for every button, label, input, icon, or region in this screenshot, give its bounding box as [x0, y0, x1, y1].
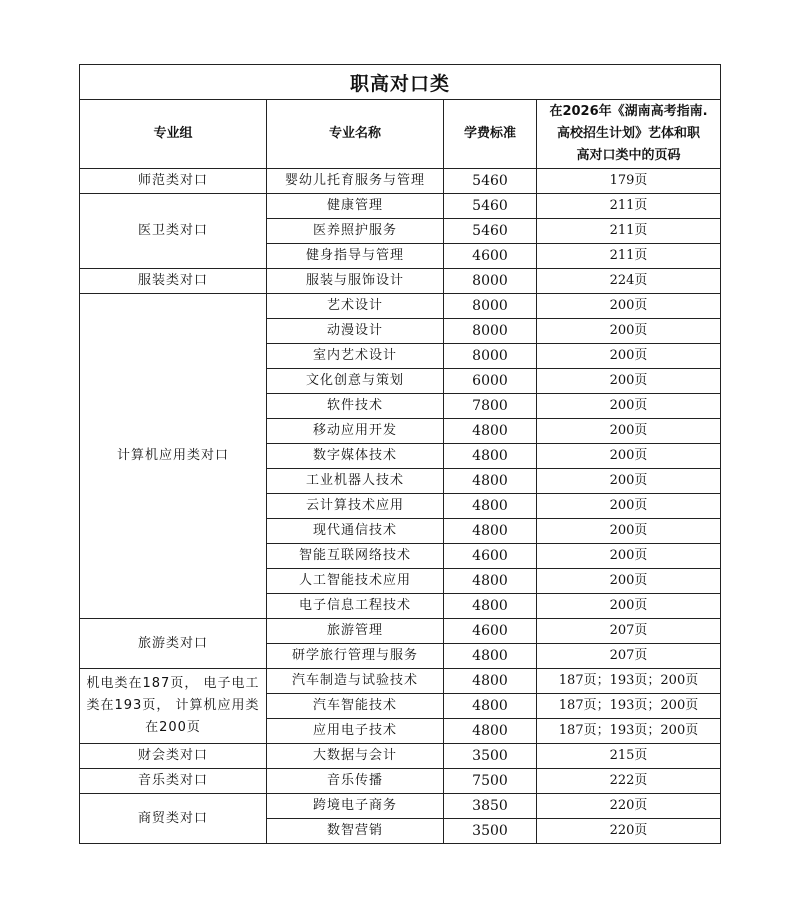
group-name-cell: 商贸类对口 [80, 794, 267, 844]
group-name-cell: 音乐类对口 [80, 769, 267, 794]
table-row [80, 794, 721, 819]
tuition-fee-cell: 4800 [444, 669, 537, 694]
header-group: 专业组 [80, 100, 267, 169]
table-row [80, 269, 721, 294]
tuition-fee-cell: 4800 [444, 594, 537, 619]
group-name-cell: 机电类在187页， 电子电工类在193页， 计算机应用类在200页 [80, 669, 267, 744]
tuition-fee-cell: 8000 [444, 319, 537, 344]
page-number-cell: 200页 [537, 369, 721, 394]
page-number-cell: 220页 [537, 819, 721, 844]
tuition-fee-cell: 4800 [444, 719, 537, 744]
major-name-cell: 健身指导与管理 [267, 244, 444, 269]
tuition-fee-cell: 4800 [444, 494, 537, 519]
group-name-cell: 医卫类对口 [80, 194, 267, 269]
page-number-cell: 200页 [537, 294, 721, 319]
major-name-cell: 现代通信技术 [267, 519, 444, 544]
page-number-cell: 200页 [537, 444, 721, 469]
tuition-fee-cell: 4800 [444, 444, 537, 469]
page-number-cell: 200页 [537, 519, 721, 544]
major-name-cell: 动漫设计 [267, 319, 444, 344]
major-name-cell: 汽车智能技术 [267, 694, 444, 719]
major-name-cell: 服装与服饰设计 [267, 269, 444, 294]
tuition-fee-cell: 4800 [444, 644, 537, 669]
tuition-fee-cell: 6000 [444, 369, 537, 394]
major-name-cell: 医养照护服务 [267, 219, 444, 244]
page-number-cell: 187页；193页；200页 [537, 669, 721, 694]
page-number-cell: 200页 [537, 419, 721, 444]
table-row [80, 769, 721, 794]
group-name-cell: 财会类对口 [80, 744, 267, 769]
table-row [80, 294, 721, 319]
major-name-cell: 大数据与会计 [267, 744, 444, 769]
tuition-fee-cell: 8000 [444, 269, 537, 294]
table-body [80, 169, 721, 844]
tuition-fee-cell: 5460 [444, 219, 537, 244]
major-name-cell: 人工智能技术应用 [267, 569, 444, 594]
table-row [80, 169, 721, 194]
header-page: 在2026年《湖南高考指南. 高校招生计划》艺体和职 高对口类中的页码 [537, 100, 721, 169]
tuition-fee-cell: 4800 [444, 469, 537, 494]
enrollment-table [79, 64, 721, 844]
page-number-cell: 200页 [537, 544, 721, 569]
tuition-fee-cell: 8000 [444, 294, 537, 319]
tuition-fee-cell: 5460 [444, 194, 537, 219]
page-number-cell: 200页 [537, 394, 721, 419]
header-major: 专业名称 [267, 100, 444, 169]
tuition-fee-cell: 3500 [444, 819, 537, 844]
tuition-fee-cell: 4800 [444, 694, 537, 719]
page-number-cell: 215页 [537, 744, 721, 769]
major-name-cell: 移动应用开发 [267, 419, 444, 444]
group-name-cell: 师范类对口 [80, 169, 267, 194]
tuition-fee-cell: 4800 [444, 569, 537, 594]
page-number-cell: 200页 [537, 494, 721, 519]
page-number-cell: 187页；193页；200页 [537, 694, 721, 719]
tuition-fee-cell: 3850 [444, 794, 537, 819]
major-name-cell: 电子信息工程技术 [267, 594, 444, 619]
tuition-fee-cell: 4600 [444, 544, 537, 569]
page-number-cell: 179页 [537, 169, 721, 194]
major-name-cell: 智能互联网络技术 [267, 544, 444, 569]
major-name-cell: 旅游管理 [267, 619, 444, 644]
major-name-cell: 汽车制造与试验技术 [267, 669, 444, 694]
major-name-cell: 文化创意与策划 [267, 369, 444, 394]
page-number-cell: 222页 [537, 769, 721, 794]
page-number-cell: 207页 [537, 619, 721, 644]
major-name-cell: 婴幼儿托育服务与管理 [267, 169, 444, 194]
tuition-fee-cell: 4600 [444, 619, 537, 644]
tuition-fee-cell: 7800 [444, 394, 537, 419]
page-number-cell: 207页 [537, 644, 721, 669]
major-name-cell: 数智营销 [267, 819, 444, 844]
tuition-fee-cell: 4800 [444, 419, 537, 444]
page-number-cell: 211页 [537, 219, 721, 244]
major-name-cell: 音乐传播 [267, 769, 444, 794]
page-number-cell: 220页 [537, 794, 721, 819]
tuition-fee-cell: 5460 [444, 169, 537, 194]
major-name-cell: 室内艺术设计 [267, 344, 444, 369]
major-name-cell: 研学旅行管理与服务 [267, 644, 444, 669]
table-title: 职高对口类 [80, 65, 721, 100]
page-number-cell: 200页 [537, 344, 721, 369]
page-number-cell: 211页 [537, 194, 721, 219]
group-name-cell: 服装类对口 [80, 269, 267, 294]
page-number-cell: 200页 [537, 594, 721, 619]
page-number-cell: 200页 [537, 319, 721, 344]
major-name-cell: 数字媒体技术 [267, 444, 444, 469]
major-name-cell: 应用电子技术 [267, 719, 444, 744]
page-number-cell: 224页 [537, 269, 721, 294]
tuition-fee-cell: 4800 [444, 519, 537, 544]
header-fee: 学费标准 [444, 100, 537, 169]
page-number-cell: 200页 [537, 469, 721, 494]
page-number-cell: 211页 [537, 244, 721, 269]
page-number-cell: 187页；193页；200页 [537, 719, 721, 744]
major-name-cell: 云计算技术应用 [267, 494, 444, 519]
major-name-cell: 软件技术 [267, 394, 444, 419]
table-row [80, 619, 721, 644]
table-row [80, 194, 721, 219]
tuition-fee-cell: 8000 [444, 344, 537, 369]
page-number-cell: 200页 [537, 569, 721, 594]
major-name-cell: 跨境电子商务 [267, 794, 444, 819]
major-name-cell: 健康管理 [267, 194, 444, 219]
group-name-cell: 旅游类对口 [80, 619, 267, 669]
major-name-cell: 工业机器人技术 [267, 469, 444, 494]
tuition-fee-cell: 3500 [444, 744, 537, 769]
group-name-cell: 计算机应用类对口 [80, 294, 267, 619]
tuition-fee-cell: 7500 [444, 769, 537, 794]
table-row [80, 669, 721, 694]
table-row [80, 744, 721, 769]
major-name-cell: 艺术设计 [267, 294, 444, 319]
tuition-fee-cell: 4600 [444, 244, 537, 269]
